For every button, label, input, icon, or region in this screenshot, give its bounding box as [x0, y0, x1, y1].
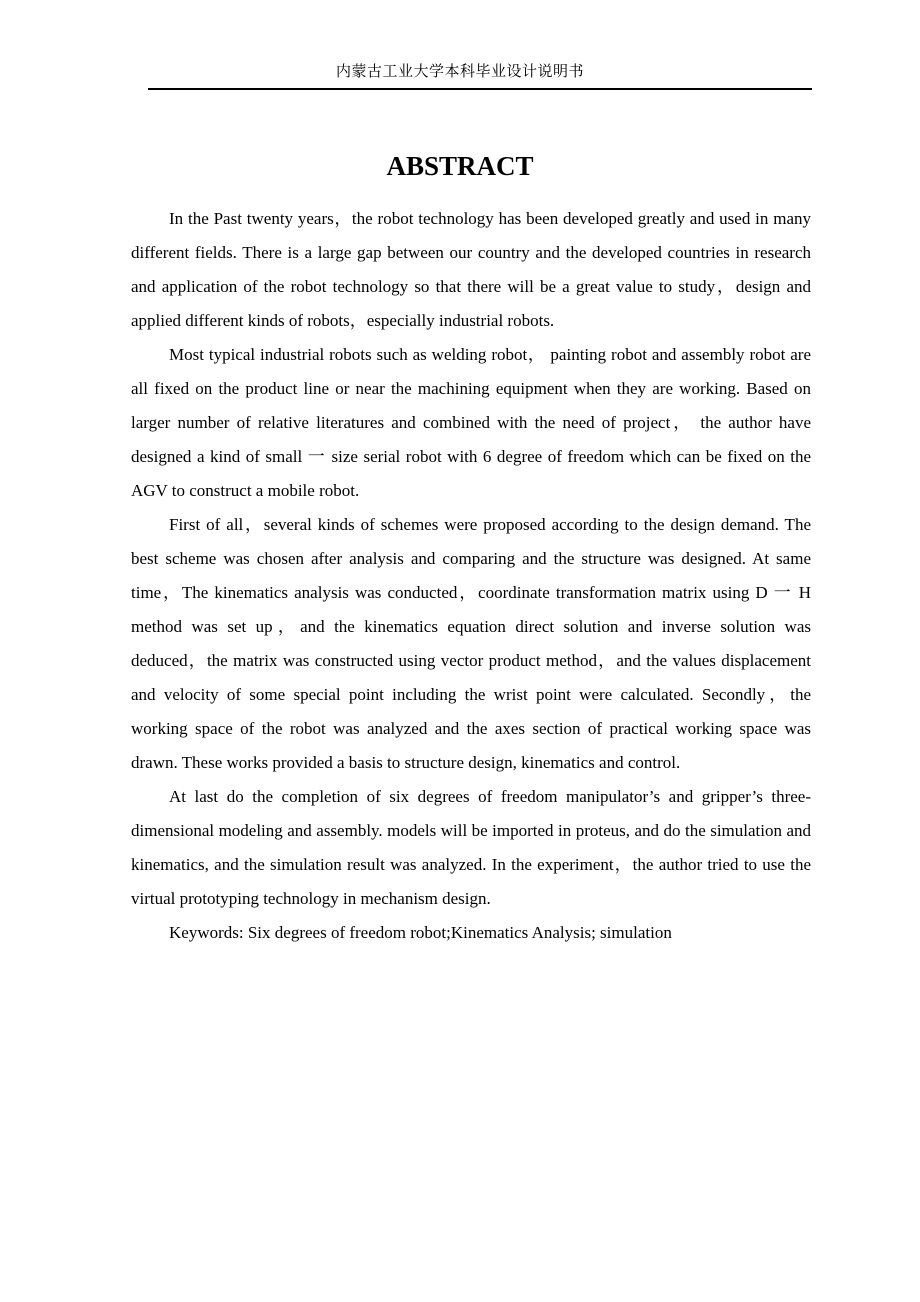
page-header: 内蒙古工业大学本科毕业设计说明书	[335, 64, 584, 80]
abstract-paragraph-3: First of all，several kinds of schemes were proposed according to the design demand. The best scheme was chosen after analysis and comparing and the structure was designed. At same time，The kinematics analysis was conducted，coordinate transformation matrix using D 一 H method was set up，and the kinematics equation direct solution and inverse solution was deduced，the matrix was constructed using vector product method，and the values displacement and velocity of some special point including the wrist point were calculated. Secondly，the working space of the robot was analyzed and the axes section of practical working space was drawn. These works provided a basis to structure design, kinematics and control.	[131, 515, 811, 772]
abstract-paragraph-2: Most typical industrial robots such as welding robot， painting robot and assembly robot are all fixed on the product line or near the machining equipment when they are working. Based on larger number of relative literatures and combined with the need of project， the author have designed a kind of small 一 size serial robot with 6 degree of freedom which can be fixed on the AGV to construct a mobile robot.	[131, 345, 811, 500]
abstract-title: ABSTRACT	[386, 151, 534, 181]
header-rule	[148, 88, 812, 90]
abstract-body	[131, 202, 811, 950]
abstract-paragraph-4: At last do the completion of six degrees of freedom manipulator’s and gripper’s three-dimensional modeling and assembly. models will be imported in proteus, and do the simulation and kinematics, and the simulation result was analyzed. In the experiment，the author tried to use the virtual prototyping technology in mechanism design.	[131, 787, 811, 908]
abstract-paragraph-1: In the Past twenty years，the robot technology has been developed greatly and used in many different fields. There is a large gap between our country and the developed countries in research and application of the robot technology so that there will be a great value to study，design and applied different kinds of robots，especially industrial robots.	[131, 209, 811, 330]
keywords-line: Keywords: Six degrees of freedom robot;Kinematics Analysis; simulation	[169, 923, 672, 942]
